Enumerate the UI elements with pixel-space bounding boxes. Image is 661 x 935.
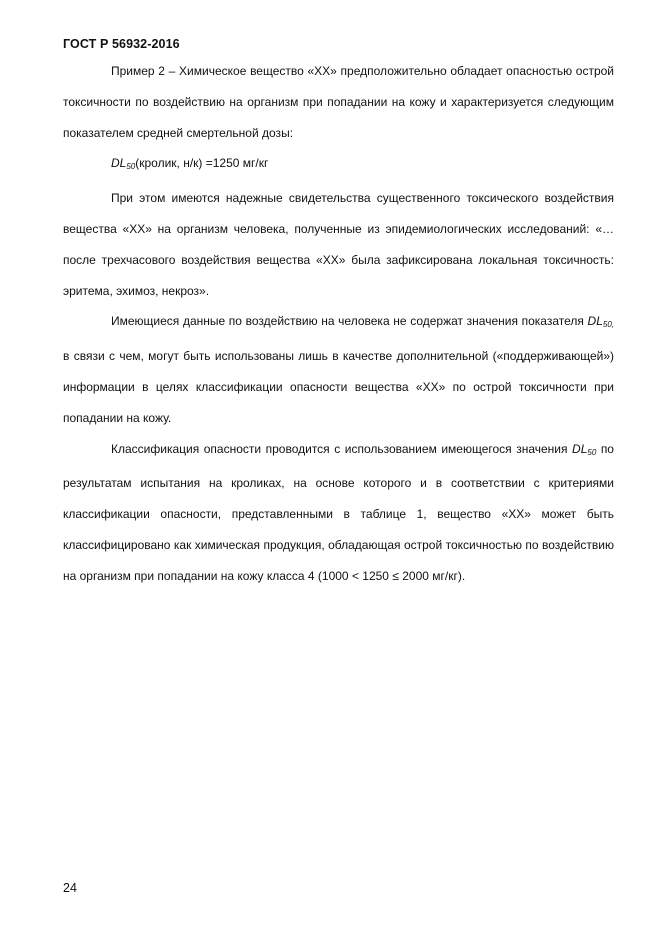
formula-line — [63, 148, 614, 183]
dl-symbol: DL — [111, 156, 127, 171]
classification-text-2: по результатам испытания на кроликах, на основе которого и в соответствии с критериями классификации опасности, представленными в таблице 1, вещество «XX» может быть классифицировано как химическая продукция, обладающая острой токсичностью по воздействию на организм при попадании на кожу класса 4 (1000 < 1250 ≤ 2000 мг/кг). — [63, 441, 614, 583]
formula-value: (кролик, н/к) =1250 мг/кг — [135, 156, 269, 171]
paragraph-evidence: При этом имеются надежные свидетельства существенного токсического воздействия вещества «XX» на организм человека, полученные из эпидемиологических исследований: «…после трехчасового воздействия вещества «XX» была зафиксирована локальная токсичность: эритема, эхимоз, некроз». — [63, 191, 614, 298]
human-data-text-1: Имеющиеся данные по воздействию на человека не содержат значения показателя — [111, 314, 588, 329]
page-number: 24 — [63, 881, 77, 895]
human-data-text-2: в связи с чем, могут быть использованы лишь в качестве дополнительной («поддерживающей») информации в целях классификации опасности вещества «XX» по острой токсичности при попадании на кожу. — [63, 349, 614, 425]
dl-symbol: DL — [572, 441, 588, 456]
dl-subscript: 50 — [126, 162, 136, 172]
document-body — [63, 56, 614, 592]
paragraph-example: Пример 2 – Химическое вещество «XX» предположительно обладает опасностью острой токсичности по воздействию на организм при попадании на кожу и характеризуется следующим показателем средней смертельной дозы: — [63, 64, 614, 140]
dl-subscript: 50, — [602, 320, 614, 330]
dl-subscript: 50 — [587, 447, 597, 457]
standard-header: ГОСТ Р 56932-2016 — [63, 37, 180, 51]
dl-symbol: DL — [587, 314, 603, 329]
paragraph-human-data — [63, 306, 614, 433]
paragraph-classification — [63, 434, 614, 592]
classification-text-1: Классификация опасности проводится с использованием имеющегося значения — [111, 441, 573, 456]
